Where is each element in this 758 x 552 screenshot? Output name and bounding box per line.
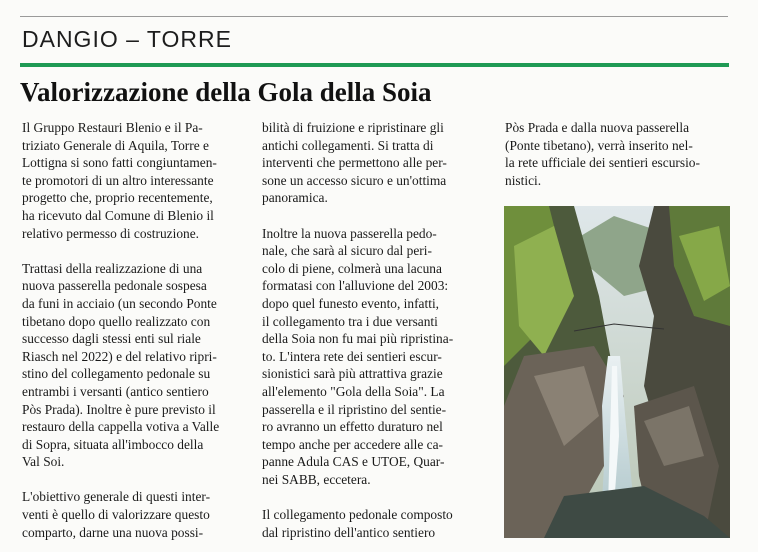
text-line: il collegamento tra i due versanti [262, 313, 438, 329]
text-line: to. L'intera rete dei sentieri escur- [262, 348, 442, 364]
text-line: Inoltre la nuova passerella pedo- [262, 225, 437, 241]
text-line: tempo anche per accedere alle ca- [262, 436, 444, 452]
section-divider [20, 63, 729, 67]
text-line: nei SABB, eccetera. [262, 471, 371, 487]
text-line: passerella e il ripristino del sentie- [262, 401, 447, 417]
text-line: la rete ufficiale dei sentieri escursio- [505, 155, 700, 171]
text-line: L'obiettivo generale di questi inter- [22, 489, 211, 505]
text-line: venti è quello di valorizzare questo [22, 507, 210, 523]
paragraph-gap [22, 471, 247, 489]
text-line: all'elemento "Gola della Soia". La [262, 383, 445, 399]
top-rule [20, 16, 728, 17]
paragraph-gap [262, 488, 488, 506]
text-line: stino del collegamento pedonale su [22, 366, 211, 382]
text-line: panne Adula CAS e UTOE, Quar- [262, 454, 445, 470]
text-line: panoramica. [262, 190, 328, 206]
text-line: (Ponte tibetano), verrà inserito nel- [505, 137, 693, 153]
text-column-1 [22, 119, 247, 541]
text-line: relativo permesso di costruzione. [22, 225, 200, 241]
text-line: bilità di fruizione e ripristinare gli [262, 120, 444, 135]
text-line: colo di piene, colmerà una lacuna [262, 260, 442, 276]
article-headline: Valorizzazione della Gola della Soia [20, 77, 432, 107]
text-line: da funi in acciaio (un secondo Ponte [22, 295, 217, 311]
text-line: entrambi i versanti (antico sentiero [22, 383, 209, 399]
photo-illustration [504, 206, 730, 538]
text-line: Val Soi. [22, 454, 65, 470]
paragraph-gap [262, 207, 488, 225]
paragraph-gap [22, 242, 247, 260]
section-label: DANGIO – TORRE [22, 26, 232, 52]
text-line: nuova passerella pedonale sospesa [22, 278, 207, 294]
text-line: formatasi con l'alluvione del 2003: [262, 278, 449, 294]
text-line: nistici. [505, 172, 542, 188]
gorge-waterfall-photo [504, 206, 730, 538]
text-line: Trattasi della realizzazione di una [22, 260, 203, 276]
text-line: Il collegamento pedonale composto [262, 507, 453, 523]
text-line: sone un accesso sicuro e un'ottima [262, 172, 447, 188]
text-line: triziato Generale di Aquila, Torre e [22, 137, 209, 153]
text-line: ha ricevuto dal Comune di Blenio il [22, 207, 214, 223]
text-line: interventi che permettono alle per- [262, 155, 447, 171]
text-line: Pòs Prada e dalla nuova passerella [505, 120, 690, 135]
text-line: comparto, darne una nuova possi- [22, 524, 204, 540]
text-line: ro avranno un effetto duraturo nel [262, 419, 443, 435]
text-line: Pòs Prada). Inoltre è pure previsto il [22, 401, 216, 417]
text-line: successo dagli stessi enti sul riale [22, 331, 201, 347]
text-line: dopo quel funesto evento, infatti, [262, 295, 440, 311]
text-column-3 [505, 119, 729, 189]
text-line: nale, che sarà al sicuro dal peri- [262, 243, 432, 259]
text-line: di Sopra, situata all'imbocco della [22, 436, 204, 452]
text-line: Il Gruppo Restauri Blenio e il Pa- [22, 120, 203, 135]
text-line: progetto che, proprio recentemente, [22, 190, 213, 206]
text-line: sionistici sarà più attrattiva grazie [262, 366, 443, 382]
text-line: antichi collegamenti. Si tratta di [262, 137, 434, 153]
text-line: tibetano dopo quello realizzato con [22, 313, 211, 329]
text-line: Riasch nel 2022) e del relativo ripri- [22, 348, 217, 364]
text-line: restauro della cappella votiva a Valle [22, 419, 220, 435]
text-line: della Soia non fu mai più ripristina- [262, 331, 454, 347]
text-line: dal ripristino dell'antico sentiero [262, 524, 436, 540]
text-line: Lottigna si sono fatti congiuntamen- [22, 155, 217, 171]
text-line: te promotori di un altro interessante [22, 172, 214, 188]
text-column-2 [262, 119, 488, 541]
